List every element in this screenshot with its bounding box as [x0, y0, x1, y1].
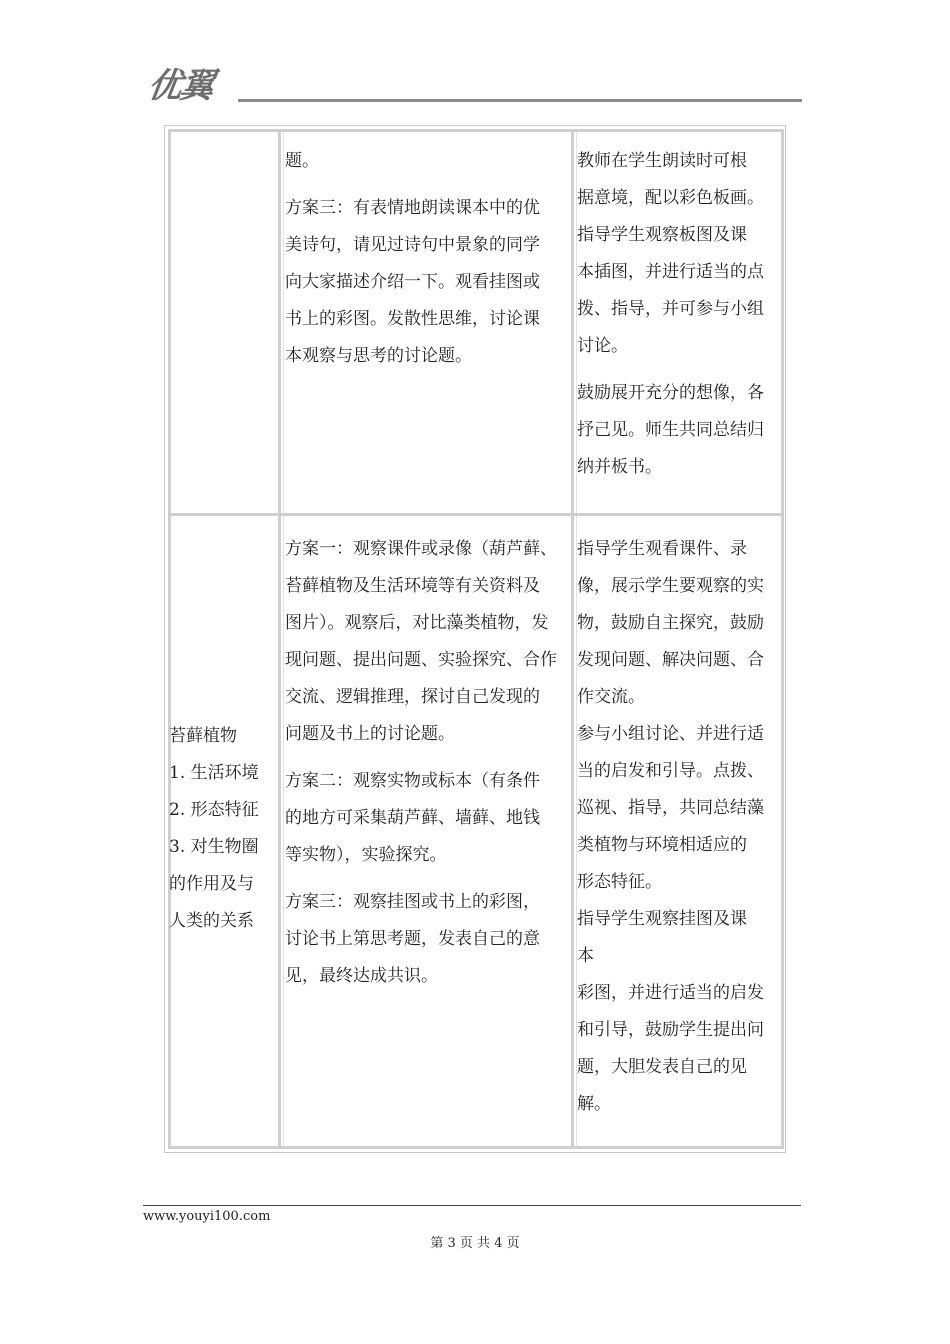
cell-line: 抒己见。师生共同总结归 [577, 420, 764, 440]
cell-line: 和引导，鼓励学生提出问 [577, 1020, 764, 1040]
cell-line: 方案三：有表情地朗读课本中的优 [285, 198, 540, 218]
table-border-bottom [168, 1146, 784, 1149]
row2-topic-cell [169, 718, 279, 940]
cell-line: 现问题、提出问题、实验探究、合作 [285, 650, 557, 670]
cell-line: 拨、指导，并可参与小组 [577, 299, 764, 319]
cell-paragraph [285, 190, 573, 375]
cell-line: 讨论。 [577, 336, 628, 356]
row2-activity-cell [285, 531, 573, 995]
row2-teacher-cell [577, 531, 781, 1123]
cell-line: 物，鼓励自主探究，鼓励 [577, 613, 764, 633]
cell-line: 的作用及与 [169, 874, 254, 894]
table-border-top [168, 129, 784, 132]
cell-line: 像，展示学生要观察的实 [577, 576, 764, 596]
row1-teacher-cell [577, 143, 781, 486]
cell-line: 向大家描述介绍一下。观看挂图或 [285, 272, 540, 292]
cell-line: 本观察与思考的讨论题。 [285, 346, 472, 366]
column-divider [278, 129, 281, 1149]
cell-line: 方案二：观察实物或标本（有条件 [285, 771, 540, 791]
cell-line: 参与小组讨论、并进行适 [577, 724, 764, 744]
cell-line: 解。 [577, 1094, 611, 1114]
cell-paragraph [285, 763, 573, 874]
cell-line: 彩图，并进行适当的启发 [577, 983, 764, 1003]
cell-paragraph [577, 375, 781, 486]
cell-line: 图片）。观察后，对比藻类植物，发 [285, 613, 549, 633]
cell-line: 人类的关系 [169, 911, 254, 931]
cell-line: 苔藓植物及生活环境等有关资料及 [285, 576, 540, 596]
column-divider [283, 129, 284, 1149]
cell-line: 指导学生观察板图及课 [577, 225, 747, 245]
row-divider [168, 513, 784, 516]
logo: 优翼 [145, 66, 215, 106]
cell-line: 2. 形态特征 [169, 800, 259, 820]
row1-activity-cell [285, 143, 573, 375]
page-number: 第 3 页 共 4 页 [430, 1236, 520, 1251]
cell-line: 当的启发和引导。点拨、 [577, 761, 764, 781]
cell-line: 发现问题、解决问题、合 [577, 650, 764, 670]
cell-line: 教师在学生朗读时可根 [577, 151, 747, 171]
cell-paragraph [285, 884, 573, 995]
cell-line: 等实物），实验探究。 [285, 845, 447, 865]
cell-paragraph [285, 531, 573, 753]
cell-line: 类植物与环境相适应的 [577, 835, 747, 855]
footer-url: www.youyi100.com [143, 1209, 271, 1224]
lesson-table [164, 125, 786, 1153]
cell-line: 1. 生活环境 [169, 763, 259, 783]
cell-line: 题，大胆发表自己的见 [577, 1057, 747, 1077]
cell-line: 纳并板书。 [577, 457, 662, 477]
cell-paragraph [169, 718, 279, 940]
cell-paragraph [285, 143, 573, 180]
table-border-right [781, 129, 784, 1149]
table-border-left [168, 129, 171, 1149]
cell-line: 讨论书上第思考题，发表自己的意 [285, 929, 540, 949]
cell-line: 题。 [285, 151, 319, 171]
cell-line: 3. 对生物圈 [169, 837, 259, 857]
cell-line: 本插图，并进行适当的点 [577, 262, 764, 282]
cell-line: 形态特征。 [577, 872, 662, 892]
cell-line: 见，最终达成共识。 [285, 966, 438, 986]
cell-line: 据意境，配以彩色板画。 [577, 188, 764, 208]
cell-line: 方案一：观察课件或录像（葫芦藓、 [285, 539, 557, 559]
cell-line: 指导学生观察挂图及课 [577, 909, 747, 929]
cell-line: 书上的彩图。发散性思维，讨论课 [285, 309, 540, 329]
cell-line: 方案三：观察挂图或书上的彩图， [285, 892, 540, 912]
cell-line: 鼓励展开充分的想像，各 [577, 383, 764, 403]
cell-line: 本 [577, 946, 594, 966]
cell-line: 苔藓植物 [169, 726, 237, 746]
cell-paragraph [577, 531, 781, 1123]
cell-line: 的地方可采集葫芦藓、墙藓、地钱 [285, 808, 540, 828]
cell-line: 交流、逻辑推理，探讨自己发现的 [285, 687, 540, 707]
cell-line: 指导学生观看课件、录 [577, 539, 747, 559]
footer-divider [143, 1205, 801, 1206]
header-divider [238, 99, 802, 102]
cell-line: 作交流。 [577, 687, 645, 707]
cell-line: 问题及书上的讨论题。 [285, 724, 455, 744]
cell-line: 美诗句，请见过诗句中景象的同学 [285, 235, 540, 255]
cell-paragraph [577, 143, 781, 365]
cell-line: 巡视、指导，共同总结藻 [577, 798, 764, 818]
